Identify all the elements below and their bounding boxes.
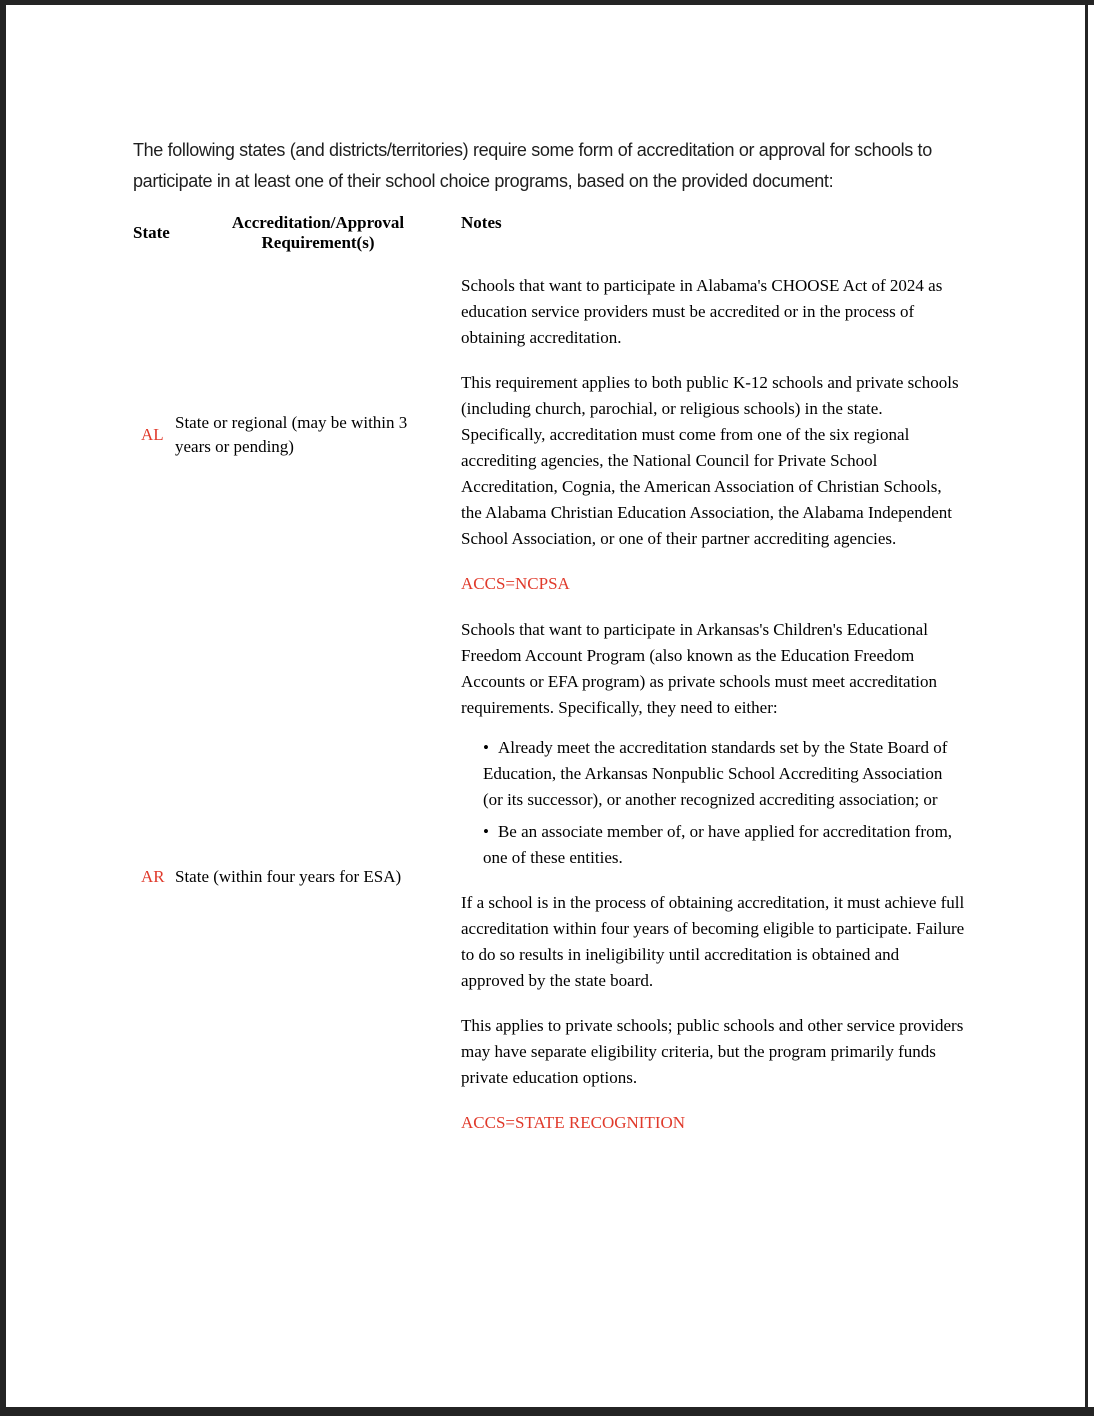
requirement-text: State or regional (may be within 3 years or pending) bbox=[175, 413, 408, 456]
notes-bullet-item: • Already meet the accreditation standards set by the State Board of Education, the Arkansas Nonpublic School Accrediting Association (or its successor), or another recognized accrediting association; or bbox=[483, 735, 965, 813]
notes-paragraph: This requirement applies to both public K-12 schools and private schools (including church, parochial, or religious schools) in the state. Specifically, accreditation must come from one of the six regional accrediting agencies, the National Council for Private School Accreditation, Cognia, the American Association of Christian Schools, the Alabama Christian Education Association, the Alabama Independent School Association, or one of their partner accrediting agencies. bbox=[461, 373, 959, 548]
state-code: AL bbox=[141, 425, 164, 444]
notes-paragraph: If a school is in the process of obtaining accreditation, it must achieve full accreditation within four years of becoming eligible to participate. Failure to do so results in ineligibility until accreditation is obtained and approved by the state board. bbox=[461, 893, 965, 990]
column-header-state: State bbox=[133, 223, 170, 242]
notes-bullet-item: • Be an associate member of, or have applied for accreditation from, one of these entities. bbox=[483, 819, 965, 871]
bullet-marker: • bbox=[483, 738, 489, 757]
notes-cell bbox=[461, 273, 965, 597]
requirement-text: State (within four years for ESA) bbox=[175, 866, 402, 886]
column-header-notes: Notes bbox=[461, 213, 502, 232]
table-row bbox=[133, 617, 965, 1136]
notes-cell bbox=[461, 617, 965, 1136]
accreditation-table bbox=[133, 213, 965, 1136]
frame-border-bottom bbox=[0, 1407, 1094, 1416]
frame-border-right bbox=[1085, 5, 1088, 1407]
column-header-requirement: Accreditation/Approval Requirement(s) bbox=[231, 213, 405, 252]
table-header-row bbox=[133, 213, 965, 253]
accs-mapping-text: ACCS=STATE RECOGNITION bbox=[461, 1113, 686, 1132]
bullet-marker: • bbox=[483, 822, 489, 841]
state-code: AR bbox=[141, 866, 165, 886]
table-row bbox=[133, 273, 965, 597]
accs-mapping-text: ACCS=NCPSA bbox=[461, 574, 570, 593]
notes-paragraph: Schools that want to participate in Alabama's CHOOSE Act of 2024 as education service providers must be accredited or in the process of obtaining accreditation. bbox=[461, 276, 943, 347]
table-body bbox=[133, 273, 965, 1136]
frame-border-left bbox=[0, 0, 6, 1416]
frame-border-top bbox=[0, 0, 1094, 5]
notes-paragraph: Schools that want to participate in Arkansas's Children's Educational Freedom Account Program (also known as the Education Freedom Accounts or EFA program) as private schools must meet accreditation requirements. Specifically, they need to either: bbox=[461, 620, 938, 717]
notes-paragraph: This applies to private schools; public schools and other service providers may have separate eligibility criteria, but the program primarily funds private education options. bbox=[461, 1016, 964, 1087]
intro-paragraph: The following states (and districts/territories) require some form of accreditation or approval for schools to participate in at least one of their school choice programs, based on the provided document: bbox=[133, 140, 932, 191]
